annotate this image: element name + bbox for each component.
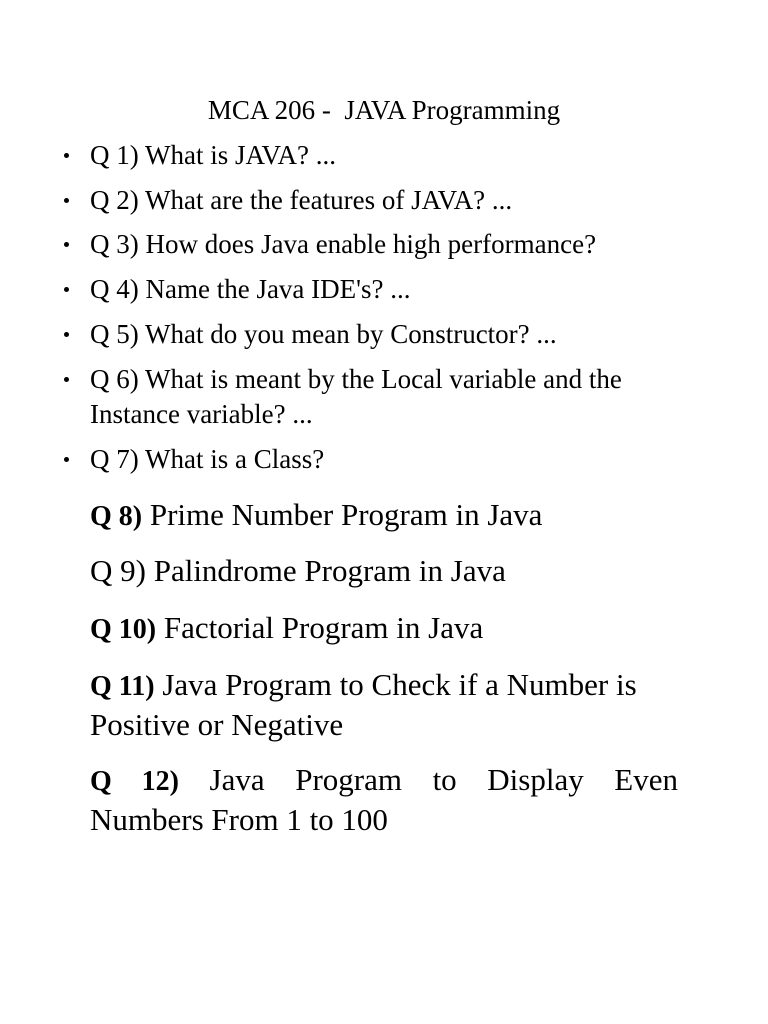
question-text: Q 6) What is meant by the Local variable and the Instance variable? ... — [90, 364, 622, 429]
program-question — [90, 496, 678, 536]
question-text: Factorial Program in Java — [156, 610, 484, 645]
question-text-continued: Numbers From 1 to 100 — [90, 802, 388, 837]
bullet-icon — [64, 287, 69, 292]
question-text: Java Program to Display Even — [178, 762, 678, 797]
bullet-icon — [64, 457, 69, 462]
bullet-icon — [64, 198, 69, 203]
question-text: Q 5) What do you mean by Constructor? ... — [90, 319, 557, 349]
question-text: Q 9) Palindrome Program in Java — [90, 553, 506, 588]
question-text: Q 4) Name the Java IDE's? ... — [90, 274, 411, 304]
question-text: Q 2) What are the features of JAVA? ... — [90, 185, 513, 215]
bullet-icon — [64, 153, 69, 158]
bullet-icon — [64, 242, 69, 247]
document-title: MCA 206 - JAVA Programming — [207, 95, 561, 125]
program-question — [90, 609, 678, 649]
question-first-line — [90, 761, 678, 801]
question-number: Q 11) — [90, 671, 155, 702]
question-number: Q 8) — [90, 501, 143, 532]
program-question — [90, 666, 678, 744]
question-text: Java Program to Check if a Number is Positive or Negative — [90, 667, 637, 742]
question-text: Q 7) What is a Class? — [90, 444, 325, 474]
program-question — [90, 761, 678, 839]
question-number: Q 12) — [90, 766, 179, 797]
question-text: Prime Number Program in Java — [142, 497, 543, 532]
question-text: Q 1) What is JAVA? ... — [90, 140, 337, 170]
program-question — [90, 552, 678, 590]
question-text: Q 3) How does Java enable high performance? — [90, 229, 597, 259]
question-number: Q 10) — [90, 614, 157, 645]
bullet-icon — [64, 332, 69, 337]
bullet-icon — [64, 377, 69, 382]
